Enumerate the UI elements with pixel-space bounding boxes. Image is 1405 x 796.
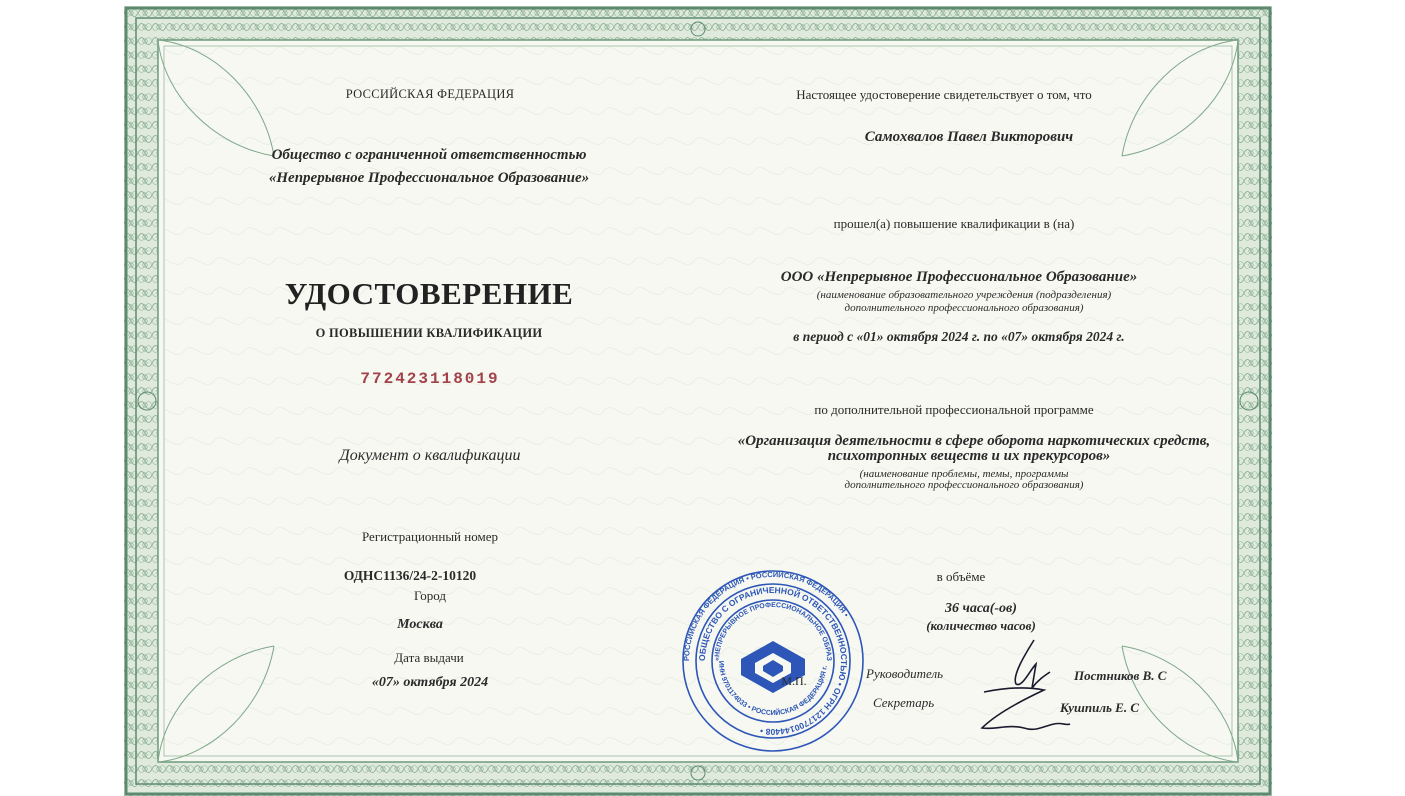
- svg-text:«НЕПРЕРЫВНОЕ ПРОФЕССИОНАЛЬНОЕ: «НЕПРЕРЫВНОЕ ПРОФЕССИОНАЛЬНОЕ ОБРАЗ: [713, 601, 833, 662]
- head-name: Постников В. С: [1074, 668, 1167, 683]
- program-note-1: (наименование проблемы, темы, программы: [859, 468, 1069, 480]
- institution-name: ООО «Непрерывное Профессиональное Образование»: [780, 269, 1138, 285]
- organization-seal: [681, 569, 865, 753]
- certificate-title: УДОСТОВЕРЕНИЕ: [284, 276, 574, 311]
- seal-place-mark: М.П.: [781, 674, 807, 688]
- hours-note: (количество часов): [926, 618, 1036, 633]
- registration-label: Регистрационный номер: [362, 529, 498, 544]
- serial-number: 772423118019: [360, 370, 500, 388]
- intro-text: Настоящее удостоверение свидетельствует о том, что: [796, 87, 1092, 102]
- certificate: [124, 6, 1272, 796]
- svg-text:ОБЩЕСТВО С ОГРАНИЧЕННОЙ ОТВЕТС: ОБЩЕСТВО С ОГРАНИЧЕННОЙ ОТВЕТСТВЕННОСТЬЮ • ОГРН 1217700144408 •: [696, 584, 850, 738]
- program-label: по дополнительной профессиональной программе: [814, 402, 1094, 417]
- person-name: Самохвалов Павел Викторович: [864, 129, 1074, 145]
- institution-note-1: (наименование образовательного учреждения (подразделения): [816, 289, 1112, 301]
- issue-date-value: «07» октября 2024: [371, 675, 489, 690]
- city-value: Москва: [397, 617, 443, 632]
- svg-text:ИНН 9701174033 • РОССИЙСКАЯ ФЕ: ИНН 9701174033 • РОССИЙСКАЯ ФЕДЕРАЦИЯ г.: [716, 660, 829, 718]
- country-label: РОССИЙСКАЯ ФЕДЕРАЦИЯ: [345, 87, 515, 101]
- program-line-1: «Организация деятельности в сфере оборота наркотических средств,: [737, 433, 1211, 449]
- head-label: Руководитель: [866, 666, 944, 681]
- org-line-2: «Непрерывное Профессиональное Образование»: [268, 170, 590, 186]
- program-note-2: дополнительного профессионального образования): [844, 479, 1084, 491]
- passed-text: прошел(а) повышение квалификации в (на): [833, 216, 1075, 231]
- city-label: Город: [413, 588, 447, 603]
- document-type: Документ о квалификации: [339, 447, 521, 464]
- secretary-name: Кушпиль Е. С: [1060, 700, 1140, 715]
- registration-number: ОДНС1136/24-2-10120: [343, 568, 477, 583]
- secretary-signature: [974, 684, 1074, 744]
- hours-value: 36 часа(-ов): [945, 601, 1017, 616]
- svg-text:РОССИЙСКАЯ ФЕДЕРАЦИЯ • РОССИЙС: РОССИЙСКАЯ ФЕДЕРАЦИЯ • РОССИЙСКАЯ ФЕДЕРАЦИЯ •: [681, 569, 851, 662]
- secretary-label: Секретарь: [873, 695, 935, 710]
- certificate-subtitle: О ПОВЫШЕНИИ КВАЛИФИКАЦИИ: [315, 326, 543, 340]
- study-period: в период с «01» октября 2024 г. по «07» октября 2024 г.: [793, 329, 1125, 344]
- org-line-1: Общество с ограниченной ответственностью: [271, 147, 587, 163]
- institution-note-2: дополнительного профессионального образования): [844, 302, 1084, 314]
- issue-date-label: Дата выдачи: [394, 650, 464, 665]
- volume-label: в объёме: [936, 569, 986, 584]
- program-line-2: психотропных веществ и их прекурсоров»: [827, 448, 1111, 464]
